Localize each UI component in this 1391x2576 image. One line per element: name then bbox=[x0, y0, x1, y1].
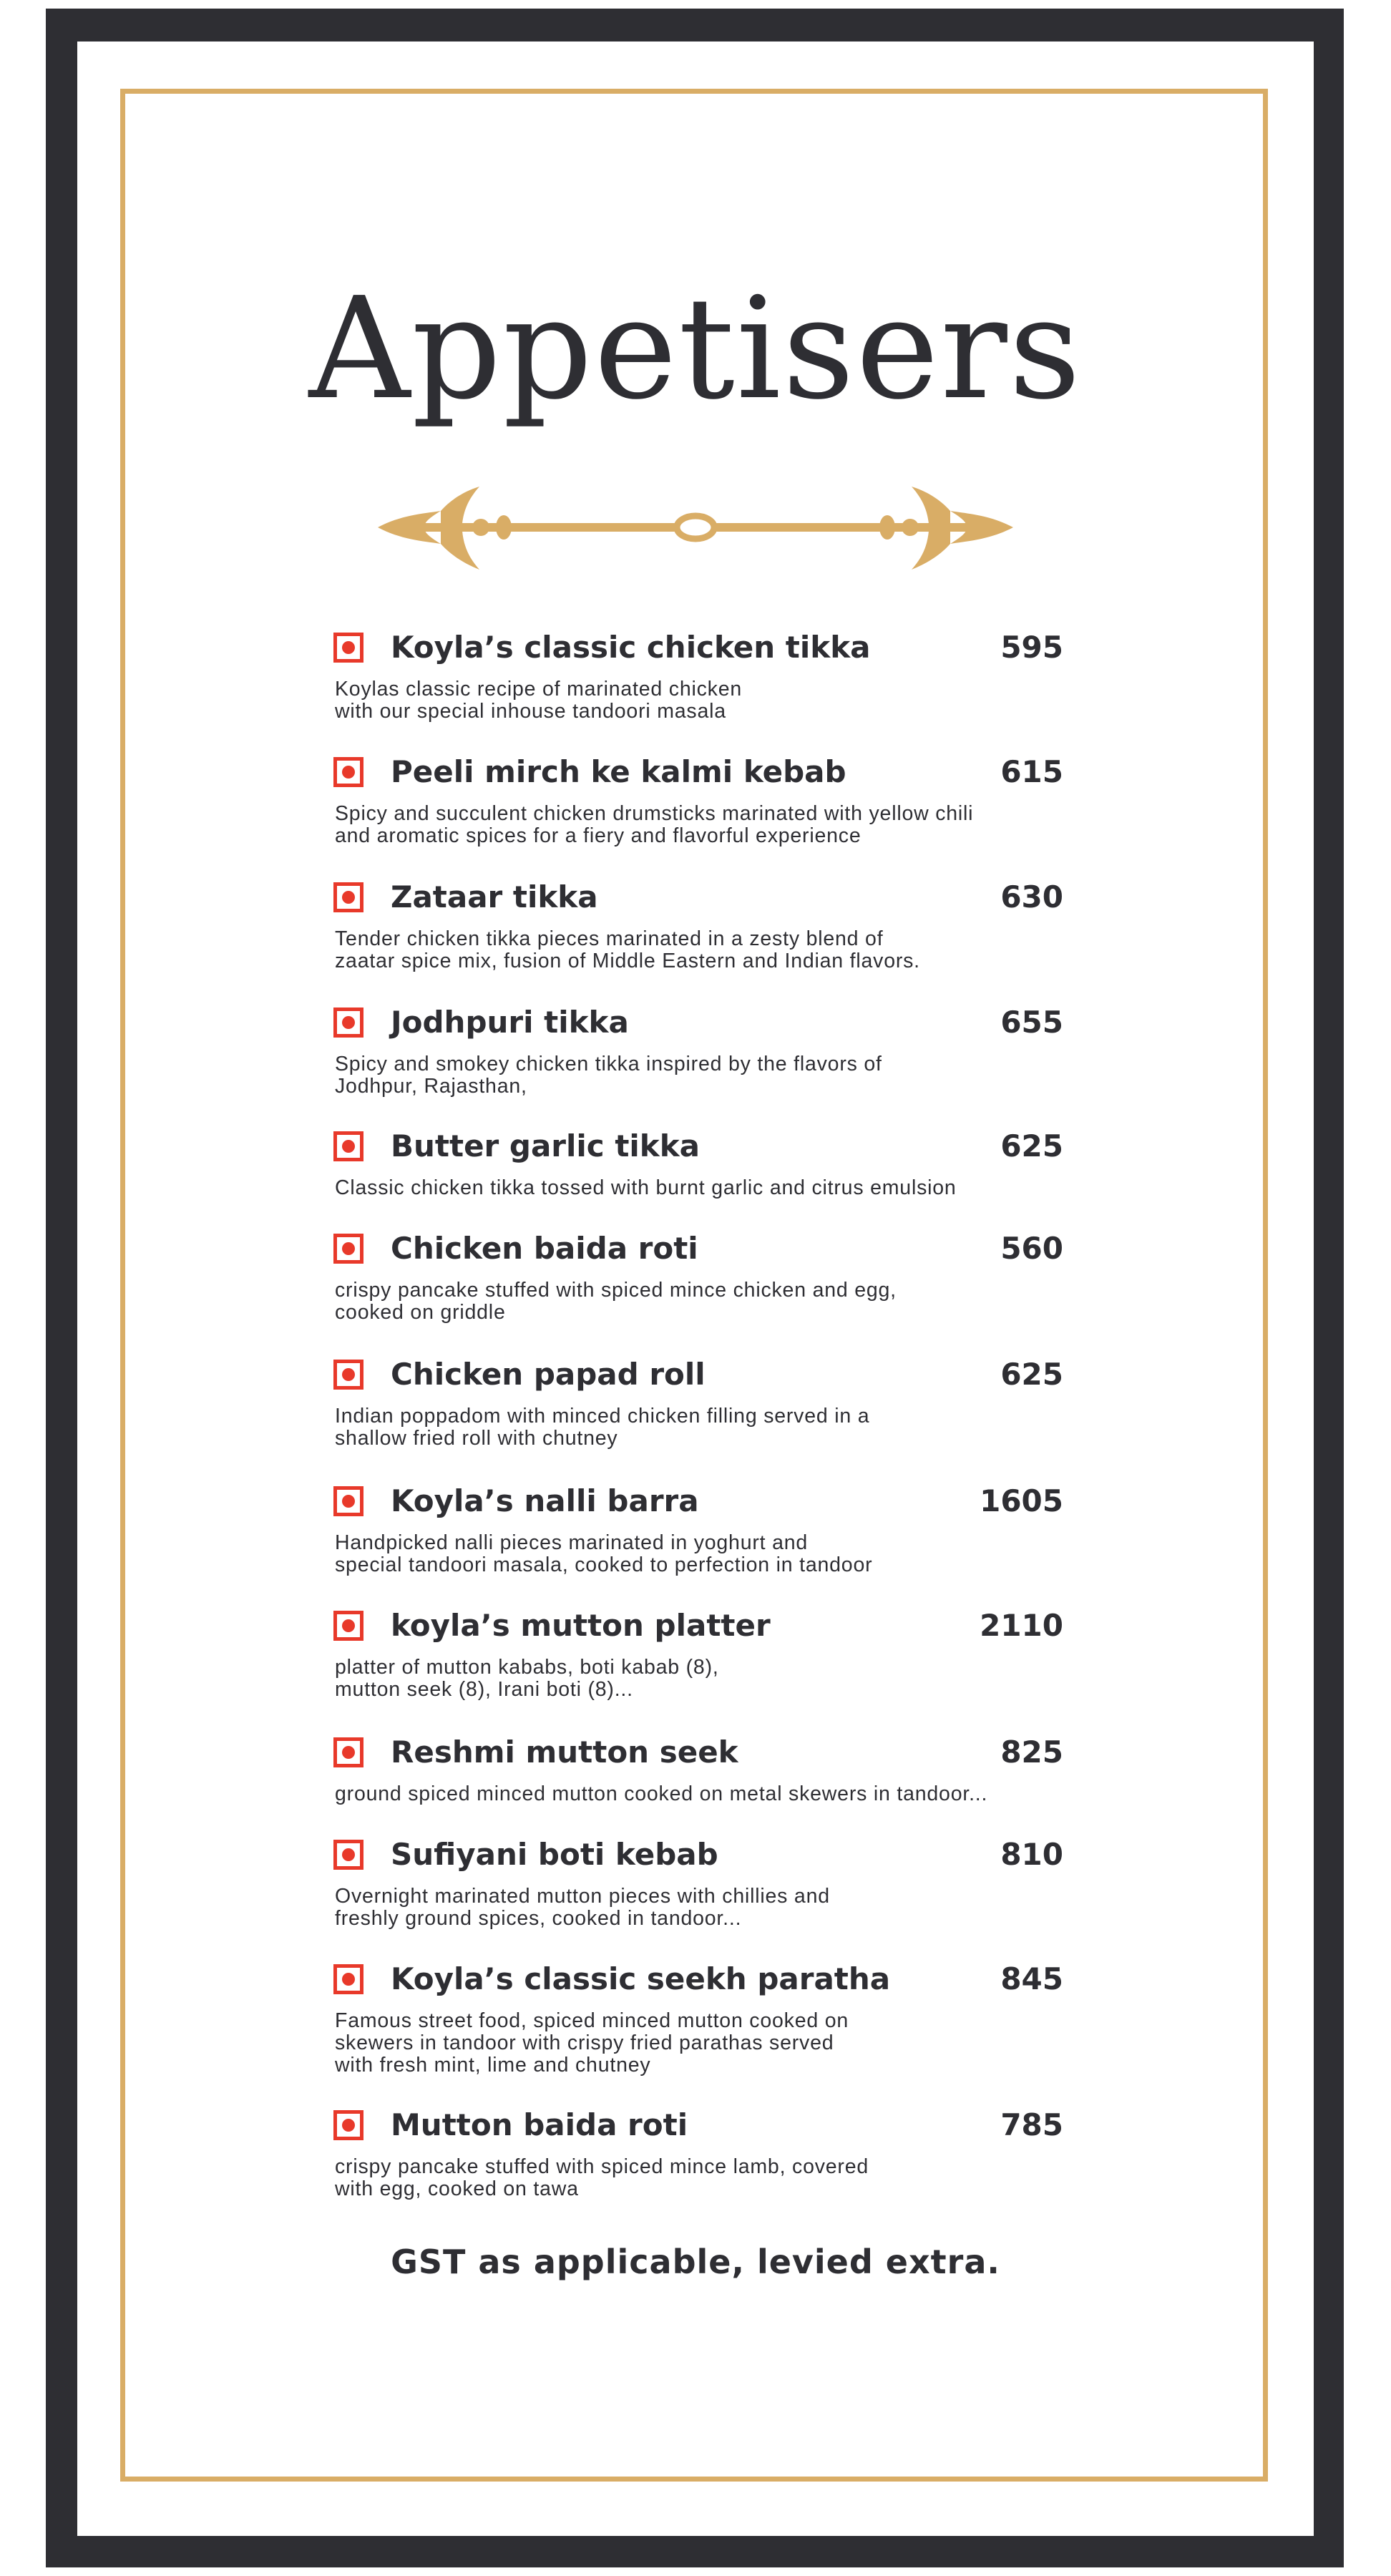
item-name: Sufiyani boti kebab bbox=[391, 1837, 718, 1872]
item-description bbox=[335, 1657, 1050, 1701]
item-price: 845 bbox=[1000, 1961, 1063, 1996]
non-veg-marker-icon bbox=[333, 1611, 363, 1641]
item-name: Chicken papad roll bbox=[391, 1357, 706, 1392]
item-description bbox=[335, 1405, 1050, 1450]
item-description bbox=[335, 1177, 1050, 1199]
item-description bbox=[335, 1279, 1050, 1324]
item-description bbox=[335, 1532, 1050, 1576]
non-veg-marker-icon bbox=[333, 1131, 363, 1161]
description-line: with our special inhouse tandoori masala bbox=[335, 700, 726, 723]
description-line: Handpicked nalli pieces marinated in yoghurt and bbox=[335, 1531, 809, 1554]
item-price: 785 bbox=[1000, 2107, 1063, 2142]
description-line: freshly ground spices, cooked in tandoor... bbox=[335, 1907, 742, 1930]
description-line: skewers in tandoor with crispy fried parathas served bbox=[335, 2031, 834, 2054]
item-name: Peeli mirch ke kalmi kebab bbox=[391, 754, 846, 789]
description-line: crispy pancake stuffed with spiced mince chicken and egg, bbox=[335, 1279, 897, 1302]
item-name: Jodhpuri tikka bbox=[391, 1005, 629, 1040]
item-price: 625 bbox=[1000, 1357, 1063, 1392]
item-price: 1605 bbox=[980, 1483, 1063, 1518]
item-price: 810 bbox=[1000, 1837, 1063, 1872]
non-veg-marker-icon bbox=[333, 2110, 363, 2140]
description-line: Spicy and succulent chicken drumsticks marinated with yellow chili bbox=[335, 802, 974, 825]
non-veg-marker-icon bbox=[333, 757, 363, 787]
item-name: Reshmi mutton seek bbox=[391, 1735, 738, 1770]
non-veg-marker-icon bbox=[333, 1234, 363, 1264]
description-line: special tandoori masala, cooked to perfection in tandoor bbox=[335, 1553, 873, 1576]
item-name: Mutton baida roti bbox=[391, 2107, 688, 2142]
item-name: Chicken baida roti bbox=[391, 1231, 698, 1266]
gst-note: GST as applicable, levied extra. bbox=[391, 2243, 1000, 2281]
non-veg-marker-icon bbox=[333, 1360, 363, 1390]
non-veg-marker-icon bbox=[333, 1737, 363, 1767]
description-line: crispy pancake stuffed with spiced mince lamb, covered bbox=[335, 2155, 869, 2178]
item-description bbox=[335, 678, 1050, 723]
item-price: 825 bbox=[1000, 1735, 1063, 1770]
item-description bbox=[335, 1053, 1050, 1098]
non-veg-marker-icon bbox=[333, 1486, 363, 1516]
item-price: 655 bbox=[1000, 1005, 1063, 1040]
description-line: Overnight marinated mutton pieces with chillies and bbox=[335, 1885, 830, 1908]
non-veg-marker-icon bbox=[333, 882, 363, 912]
item-price: 595 bbox=[1000, 630, 1063, 665]
description-line: Jodhpur, Rajasthan, bbox=[335, 1075, 527, 1098]
item-name: Butter garlic tikka bbox=[391, 1128, 700, 1163]
description-line: and aromatic spices for a fiery and flavorful experience bbox=[335, 824, 862, 847]
page-title: Appetisers bbox=[308, 268, 1083, 431]
description-line: zaatar spice mix, fusion of Middle Eastern and Indian flavors. bbox=[335, 950, 920, 972]
item-name: Koyla’s classic chicken tikka bbox=[391, 630, 871, 665]
description-line: Tender chicken tikka pieces marinated in a zesty blend of bbox=[335, 927, 884, 950]
non-veg-marker-icon bbox=[333, 1964, 363, 1994]
item-price: 560 bbox=[1000, 1231, 1063, 1266]
description-line: Spicy and smokey chicken tikka inspired by the flavors of bbox=[335, 1053, 882, 1075]
item-price: 2110 bbox=[980, 1608, 1063, 1643]
item-description bbox=[335, 2156, 1050, 2200]
item-price: 615 bbox=[1000, 754, 1063, 789]
item-description bbox=[335, 1885, 1050, 1930]
item-name: Zataar tikka bbox=[391, 879, 598, 914]
description-line: platter of mutton kababs, boti kabab (8), bbox=[335, 1656, 719, 1679]
description-line: cooked on griddle bbox=[335, 1301, 506, 1324]
item-name: Koyla’s nalli barra bbox=[391, 1483, 699, 1518]
item-price: 630 bbox=[1000, 879, 1063, 914]
description-line: Famous street food, spiced minced mutton cooked on bbox=[335, 2009, 849, 2032]
non-veg-marker-icon bbox=[333, 1840, 363, 1870]
item-description bbox=[335, 1783, 1050, 1805]
description-line: shallow fried roll with chutney bbox=[335, 1427, 618, 1450]
ornament-divider-icon bbox=[372, 478, 1019, 578]
item-description bbox=[335, 2010, 1050, 2077]
item-description bbox=[335, 803, 1050, 847]
description-line: with fresh mint, lime and chutney bbox=[335, 2054, 651, 2077]
non-veg-marker-icon bbox=[333, 633, 363, 663]
description-line: with egg, cooked on tawa bbox=[335, 2177, 579, 2200]
item-description bbox=[335, 928, 1050, 972]
description-line: mutton seek (8), Irani boti (8)... bbox=[335, 1678, 633, 1701]
description-line: Koylas classic recipe of marinated chicken bbox=[335, 678, 743, 701]
item-name: koyla’s mutton platter bbox=[391, 1608, 771, 1643]
description-line: ground spiced minced mutton cooked on metal skewers in tandoor... bbox=[335, 1782, 988, 1805]
description-line: Classic chicken tikka tossed with burnt garlic and citrus emulsion bbox=[335, 1176, 957, 1199]
non-veg-marker-icon bbox=[333, 1008, 363, 1038]
description-line: Indian poppadom with minced chicken filling served in a bbox=[335, 1405, 870, 1428]
item-price: 625 bbox=[1000, 1128, 1063, 1163]
item-name: Koyla’s classic seekh paratha bbox=[391, 1961, 891, 1996]
